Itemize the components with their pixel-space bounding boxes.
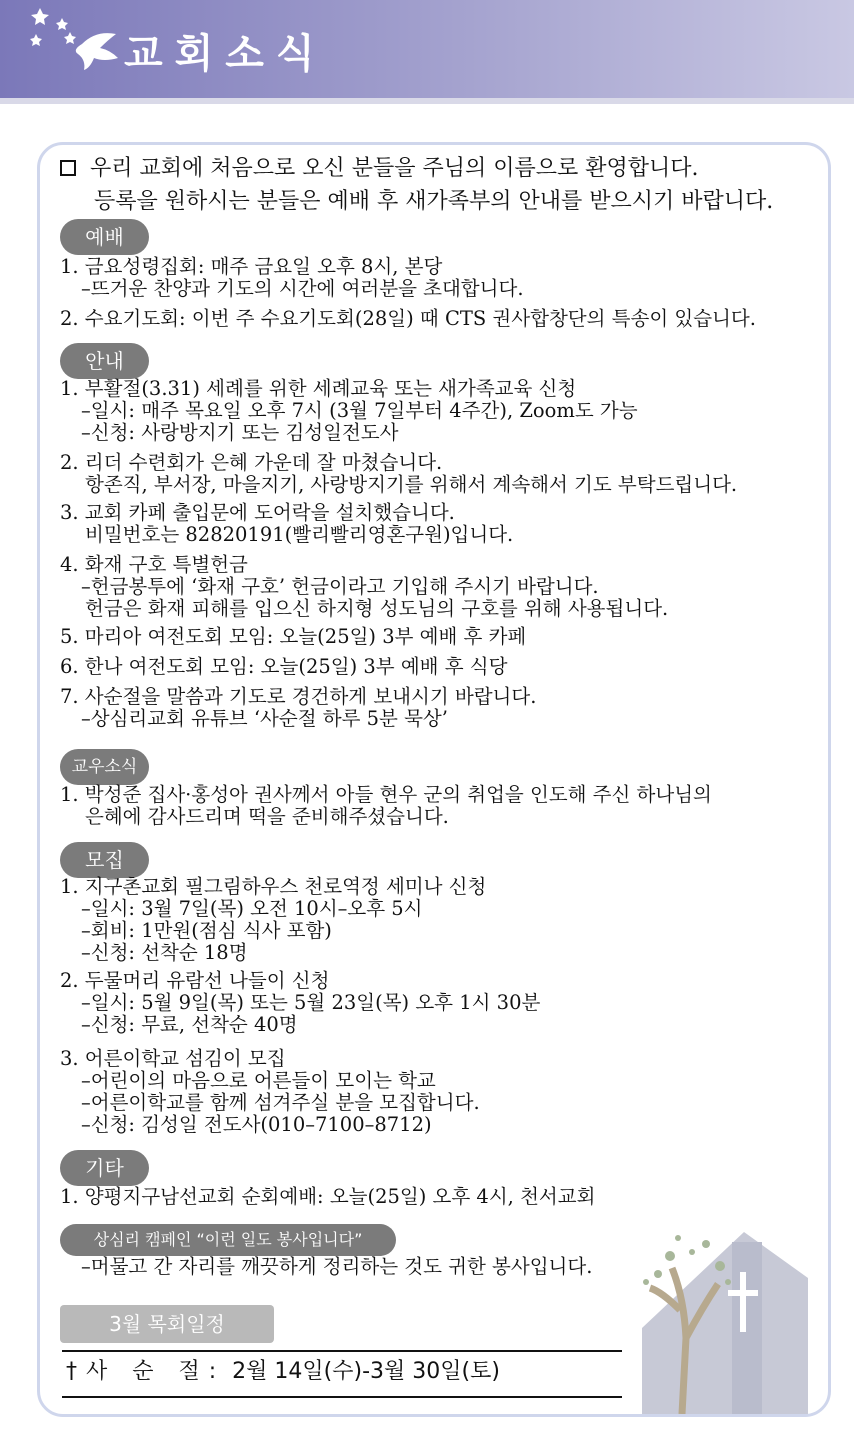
list-item: 1. 부활절(3.31) 세례를 위한 세례교육 또는 새가족교육 신청 –일시: 매주 목요일 오후 7시 (3월 7일부터 4주간), Zoom도 가능 –신청: 사랑방지기 또는 김성일전도사 xyxy=(60,377,638,444)
list-item: 7. 사순절을 말씀과 기도로 경건하게 보내시기 바랍니다. –상심리교회 유튜브 ‘사순절 하루 5분 묵상’ xyxy=(60,685,537,730)
list-item: 2. 수요기도회: 이번 주 수요기도회(28일) 때 CTS 권사합창단의 특송이 있습니다. xyxy=(60,307,756,330)
lent-label: †사 순 절: xyxy=(66,1359,226,1384)
section-label-recruit: 모집 xyxy=(60,842,149,878)
church-illustration xyxy=(632,1218,808,1414)
section-label-worship: 예배 xyxy=(60,219,149,255)
header-divider xyxy=(0,98,854,104)
divider xyxy=(62,1350,622,1352)
list-item: 1. 박성준 집사·홍성아 권사께서 아들 현우 군의 취업을 인도해 주신 하나님의 은혜에 감사드리며 떡을 준비해주셨습니다. xyxy=(60,783,712,828)
list-item: 1. 지구촌교회 필그림하우스 천로역정 세미나 신청 –일시: 3월 7일(목) 오전 10시–오후 5시 –회비: 1만원(점심 식사 포함) –신청: 선착순 18명 xyxy=(60,875,487,964)
checkbox-bullet-icon xyxy=(60,160,76,176)
list-item: 1. 양평지구남선교회 순회예배: 오늘(25일) 오후 4시, 천서교회 xyxy=(60,1185,596,1208)
campaign-label: 상심리 캠페인 “이런 일도 봉사입니다” xyxy=(60,1224,396,1256)
list-item: 3. 교회 카페 출입문에 도어락을 설치했습니다. 비밀번호는 82820191(빨리빨리영혼구원)입니다. xyxy=(60,501,514,546)
divider xyxy=(62,1396,622,1398)
schedule-title: 3월 목회일정 xyxy=(60,1305,274,1343)
lent-schedule xyxy=(66,1357,500,1387)
dove-icon xyxy=(22,4,126,76)
welcome-text xyxy=(60,152,830,218)
campaign-text: –머물고 간 자리를 깨끗하게 정리하는 것도 귀한 봉사입니다. xyxy=(81,1255,593,1278)
list-item: 2. 두물머리 유람선 나들이 신청 –일시: 5월 9일(목) 또는 5월 23일(목) 오후 1시 30분 –신청: 무료, 선착순 40명 xyxy=(60,969,541,1036)
lent-dates: 2월 14일(수)-3월 30일(토) xyxy=(232,1359,500,1384)
page-title: 교회소식 xyxy=(124,31,327,77)
list-item: 1. 금요성령집회: 매주 금요일 오후 8시, 본당 –뜨거운 찬양과 기도의 시간에 여러분을 초대합니다. xyxy=(60,255,524,300)
section-label-notice: 안내 xyxy=(60,343,149,379)
welcome-line-2: 등록을 원하시는 분들은 예배 후 새가족부의 안내를 받으시기 바랍니다. xyxy=(94,189,774,214)
list-item: 3. 어른이학교 섬김이 모집 –어린이의 마음으로 어른들이 모이는 학교 –어른이학교를 함께 섬겨주실 분을 모집합니다. –신청: 김성일 전도사(010–7100–8712) xyxy=(60,1047,480,1136)
section-label-members: 교우소식 xyxy=(60,749,149,785)
list-item: 6. 한나 여전도회 모임: 오늘(25일) 3부 예배 후 식당 xyxy=(60,655,508,678)
welcome-line-1: 우리 교회에 처음으로 오신 분들을 주님의 이름으로 환영합니다. xyxy=(90,156,699,181)
list-item: 4. 화재 구호 특별헌금 –헌금봉투에 ‘화재 구호’ 헌금이라고 기입해 주시기 바랍니다. 헌금은 화재 피해를 입으신 하지형 성도님의 구호를 위해 사용됩니다. xyxy=(60,553,669,620)
section-label-etc: 기타 xyxy=(60,1150,149,1186)
list-item: 2. 리더 수련회가 은혜 가운데 잘 마쳤습니다. 항존직, 부서장, 마을지기, 사랑방지기를 위해서 계속해서 기도 부탁드립니다. xyxy=(60,451,738,496)
list-item: 5. 마리아 여전도회 모임: 오늘(25일) 3부 예배 후 카페 xyxy=(60,625,527,648)
